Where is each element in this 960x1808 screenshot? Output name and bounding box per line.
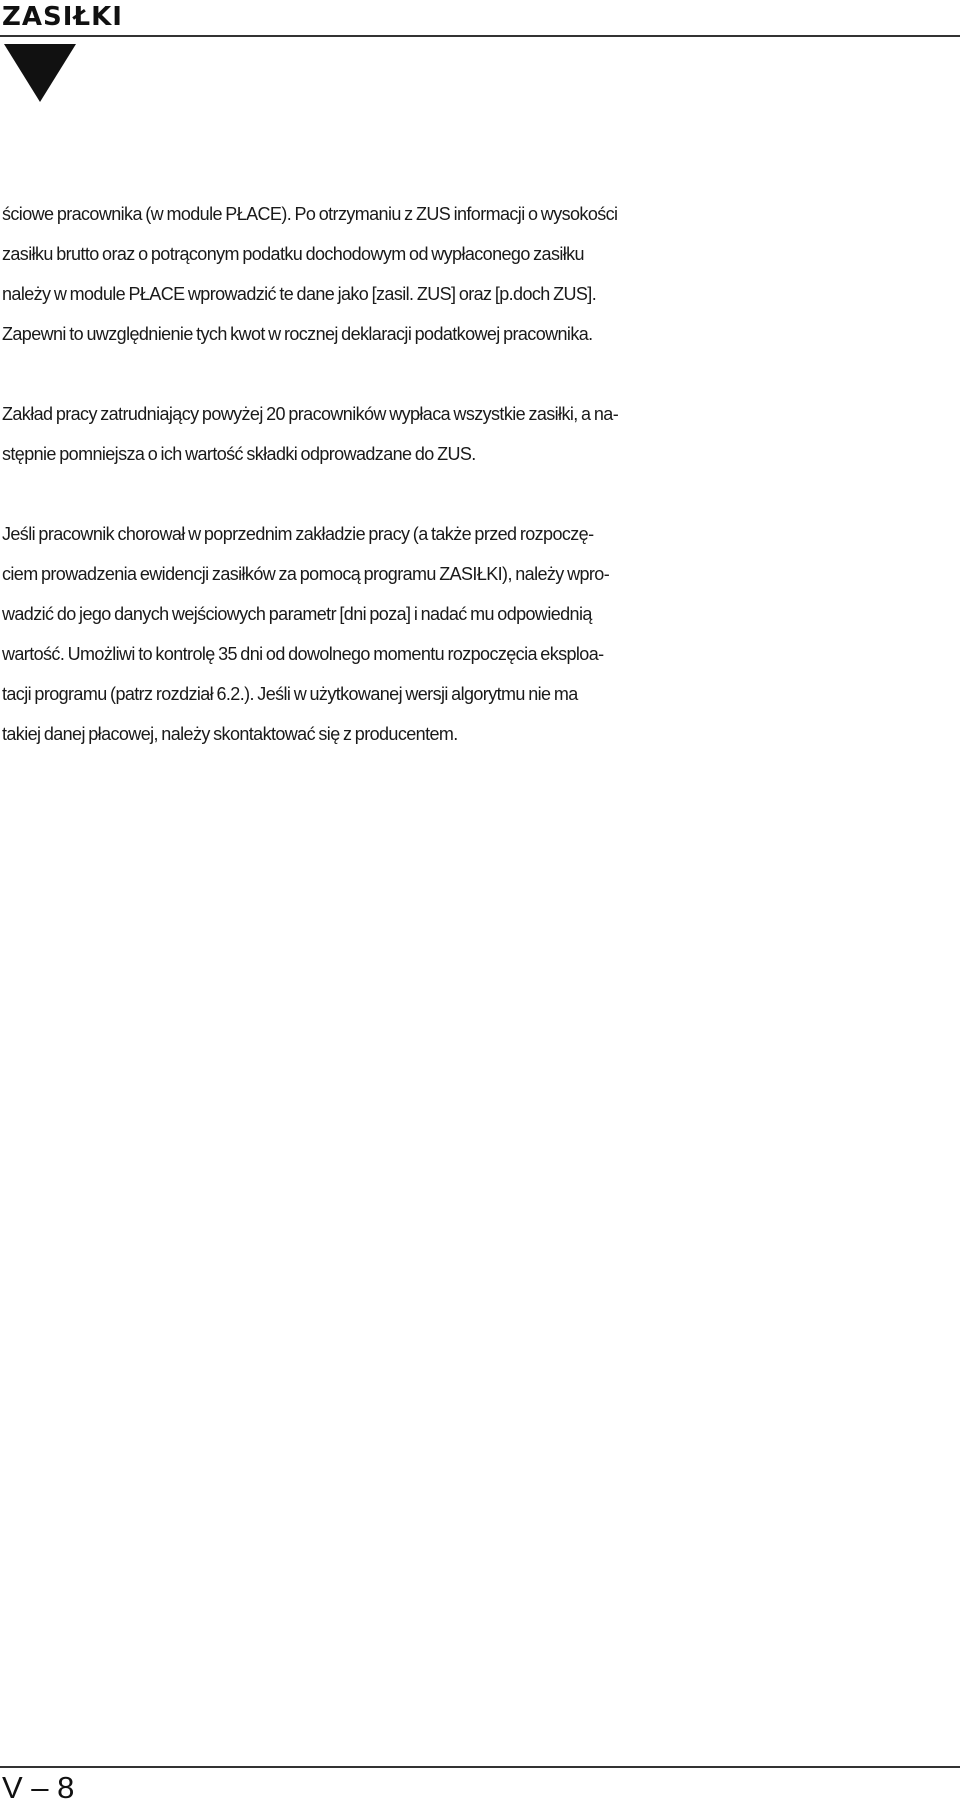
text-line: wartość. Umożliwi to kontrolę 35 dni od dowolnego momentu rozpoczęcia eksploa- [2,644,604,664]
footer-divider [0,1766,960,1768]
section-title: ZASIŁKI [2,2,123,32]
text-line: Jeśli pracownik chorował w poprzednim zakładzie pracy (a także przed rozpoczę- [2,524,594,544]
text-line: ściowe pracownika (w module PŁACE). Po otrzymaniu z ZUS informacji o wysokości [2,204,618,224]
text-line: zasiłku brutto oraz o potrąconym podatku dochodowym od wypłaconego zasiłku [2,244,584,264]
page-number: V – 8 [2,1770,75,1805]
text-line: stępnie pomniejsza o ich wartość składki odprowadzane do ZUS. [2,444,476,464]
paragraph-3 [2,514,960,754]
paragraph-2 [2,394,960,474]
document-body [2,194,960,794]
text-line: ciem prowadzenia ewidencji zasiłków za pomocą programu ZASIŁKI), należy wpro- [2,564,610,584]
header-divider [0,35,960,37]
text-line: Zapewni to uwzględnienie tych kwot w rocznej deklaracji podatkowej pracownika. [2,324,593,344]
text-line: takiej danej płacowej, należy skontaktować się z producentem. [2,724,458,744]
triangle-marker-icon [4,44,76,102]
paragraph-1 [2,194,960,354]
text-line: należy w module PŁACE wprowadzić te dane jako [zasil. ZUS] oraz [p.doch ZUS]. [2,284,597,304]
text-line: tacji programu (patrz rozdział 6.2.). Jeśli w użytkowanej wersji algorytmu nie ma [2,684,578,704]
text-line: Zakład pracy zatrudniający powyżej 20 pracowników wypłaca wszystkie zasiłki, a na- [2,404,619,424]
text-line: wadzić do jego danych wejściowych parametr [dni poza] i nadać mu odpowiednią [2,604,592,624]
